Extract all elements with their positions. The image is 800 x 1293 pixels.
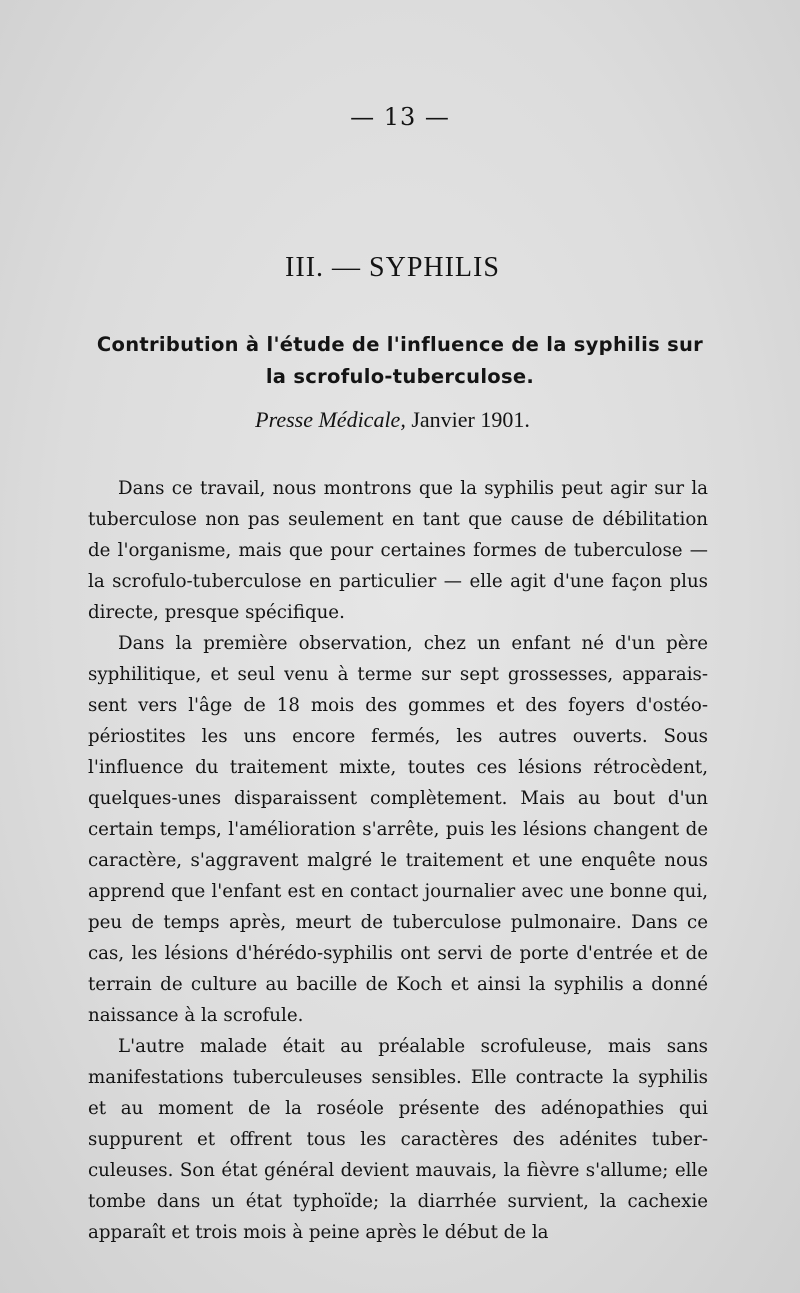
article-title: Contribution à l'étude de l'influence de la syphilis sur la scrofulo-tuberculose. xyxy=(96,333,704,388)
paragraph: L'autre malade était au préalable scrofuleuse, mais sans manifestations tuberculeuses sensibles. Elle contracte la syphilis et au moment de la roséole présente des adénopathies qui suppurent et offrent tous les caractères des adénites tuberculeuses. Son état général devient mauvais, la fièvre s'allume; elle tombe dans un état typhoïde; la diarrhée survient, la cachexie apparaît et trois mois à peine après le début de la xyxy=(88,1036,708,1243)
paragraph: Dans la première observation, chez un enfant né d'un père syphilitique, et seul venu à terme sur sept grossesses, apparaissent vers l'âge de 18 mois des gommes et des foyers d'ostéopériostites les uns encore fermés, les autres ouverts. Sous l'influence du traitement mixte, toutes ces lésions rétrocèdent, quelques-unes disparaissent complètement. Mais au bout d'un certain temps, l'amélioration s'arrête, puis les lésions changent de caractère, s'aggravent malgré le traitement et une enquête nous apprend que l'enfant est en contact journalier avec une bonne qui, peu de temps après, meurt de tuberculose pulmonaire. Dans ce cas, les lésions d'hérédo-syphilis ont servi de porte d'entrée et de terrain de culture au bacille de Koch et ainsi la syphilis a donné naissance à la scrofule. xyxy=(88,633,708,1026)
paragraph: Dans ce travail, nous montrons que la syphilis peut agir sur la tuberculose non pas seulement en tant que cause de débilitation de l'organisme, mais que pour certaines formes de tuberculose — la scrofulo-tuberculose en particulier — elle agit d'une façon plus directe, presque spécifique. xyxy=(88,478,708,623)
citation-date: Janvier 1901. xyxy=(411,407,530,432)
citation-journal: Presse Médicale, xyxy=(255,407,406,432)
page-number: — 13 — xyxy=(350,103,450,131)
section-title: III. — SYPHILIS xyxy=(285,252,500,283)
body-text xyxy=(88,473,708,1248)
citation xyxy=(0,407,785,433)
